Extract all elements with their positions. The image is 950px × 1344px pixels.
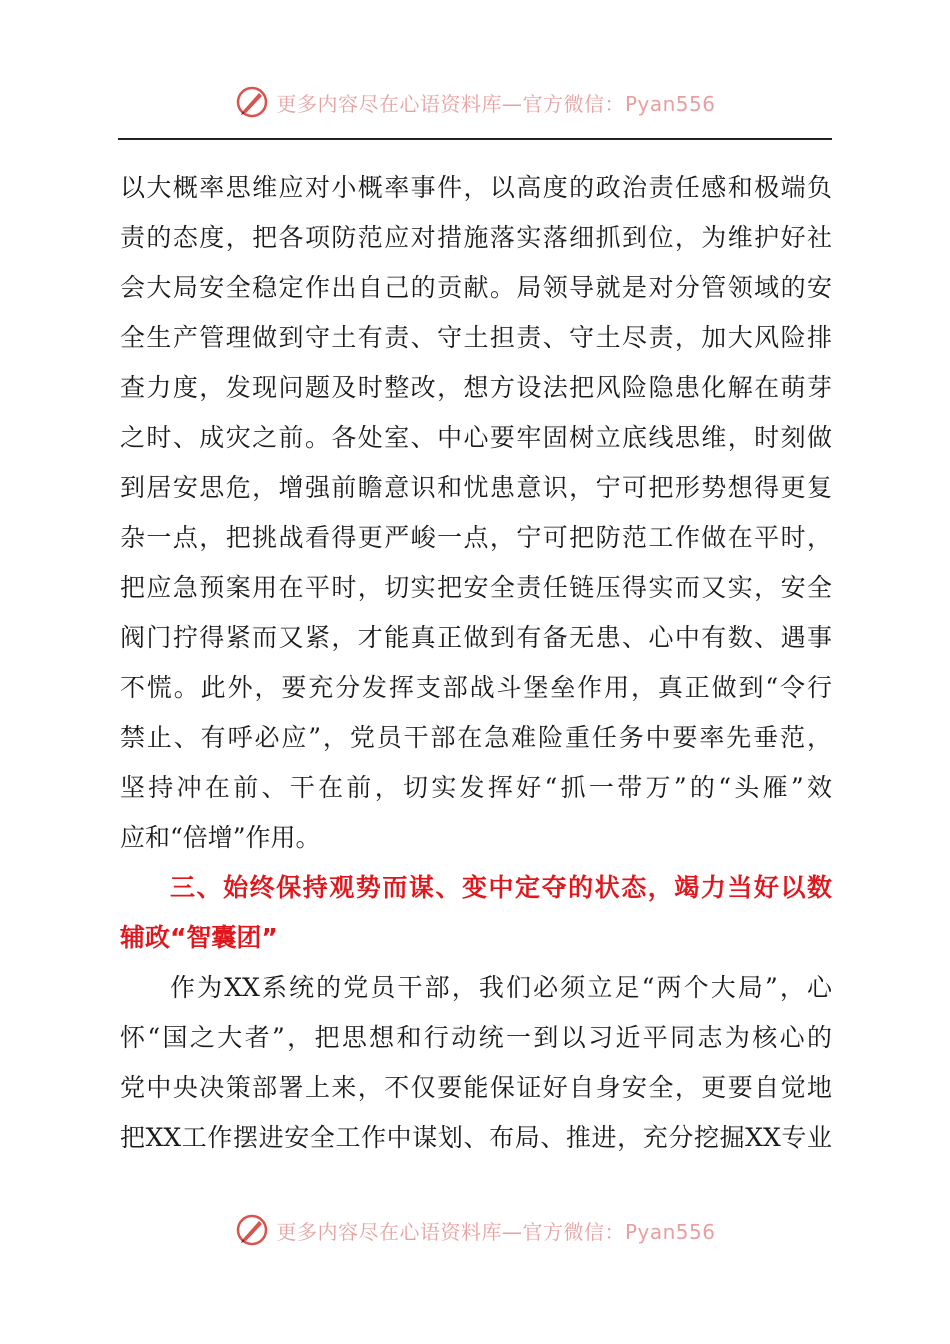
text-line: 之时、成灾之前。各处室、中心要牢固树立底线思维，时刻做 — [120, 423, 832, 452]
heading-line: 三、始终保持观势而谋、变中定夺的状态，竭力当好以数 — [170, 873, 832, 902]
text-line: 阀门拧得紧而又紧，才能真正做到有备无患、心中有数、遇事 — [120, 623, 832, 652]
text-line: 全生产管理做到守土有责、守土担责、守土尽责，加大风险排 — [120, 323, 832, 352]
paragraph-2 — [120, 963, 832, 1163]
text-line: 怀“国之大者”，把思想和行动统一到以习近平同志为核心的 — [120, 1023, 832, 1052]
text-line: 把XX工作摆进安全工作中谋划、布局、推进，充分挖掘XX专业 — [120, 1123, 832, 1152]
text-line: 把应急预案用在平时，切实把安全责任链压得实而又实，安全 — [120, 573, 832, 602]
header-banner-text: 更多内容尽在心语资料库—官方微信：Pyan556 — [276, 91, 716, 116]
footer-banner — [0, 1212, 950, 1248]
text-line: 责的态度，把各项防范应对措施落实落细抓到位，为维护好社 — [120, 223, 832, 252]
text-line: 不慌。此外，要充分发挥支部战斗堡垒作用，真正做到“令行 — [120, 673, 832, 702]
section-heading — [120, 863, 832, 963]
header-banner — [0, 84, 950, 120]
text-line: 应和“倍增”作用。 — [120, 823, 321, 852]
text-line: 以大概率思维应对小概率事件，以高度的政治责任感和极端负 — [120, 173, 832, 202]
text-line: 查力度，发现问题及时整改，想方设法把风险隐患化解在萌芽 — [120, 373, 832, 402]
text-line: 作为XX系统的党员干部，我们必须立足“两个大局”，心 — [170, 973, 832, 1002]
heading-line: 辅政“智囊团” — [120, 923, 278, 952]
text-line: 党中央决策部署上来，不仅要能保证好自身安全，更要自觉地 — [120, 1073, 832, 1102]
text-line: 坚持冲在前、干在前，切实发挥好“抓一带万”的“头雁”效 — [120, 773, 832, 802]
quill-pen-logo-icon — [234, 84, 270, 120]
header-divider — [118, 138, 832, 140]
footer-banner-text: 更多内容尽在心语资料库—官方微信：Pyan556 — [276, 1219, 716, 1244]
text-line: 到居安思危，增强前瞻意识和忧患意识，宁可把形势想得更复 — [120, 473, 832, 502]
quill-pen-logo-icon — [234, 1212, 270, 1248]
text-line: 会大局安全稳定作出自己的贡献。局领导就是对分管领域的安 — [120, 273, 832, 302]
paragraph-1 — [120, 163, 832, 863]
document-body — [120, 163, 832, 1163]
text-line: 禁止、有呼必应”，党员干部在急难险重任务中要率先垂范， — [120, 723, 832, 752]
text-line: 杂一点，把挑战看得更严峻一点，宁可把防范工作做在平时， — [120, 523, 832, 552]
